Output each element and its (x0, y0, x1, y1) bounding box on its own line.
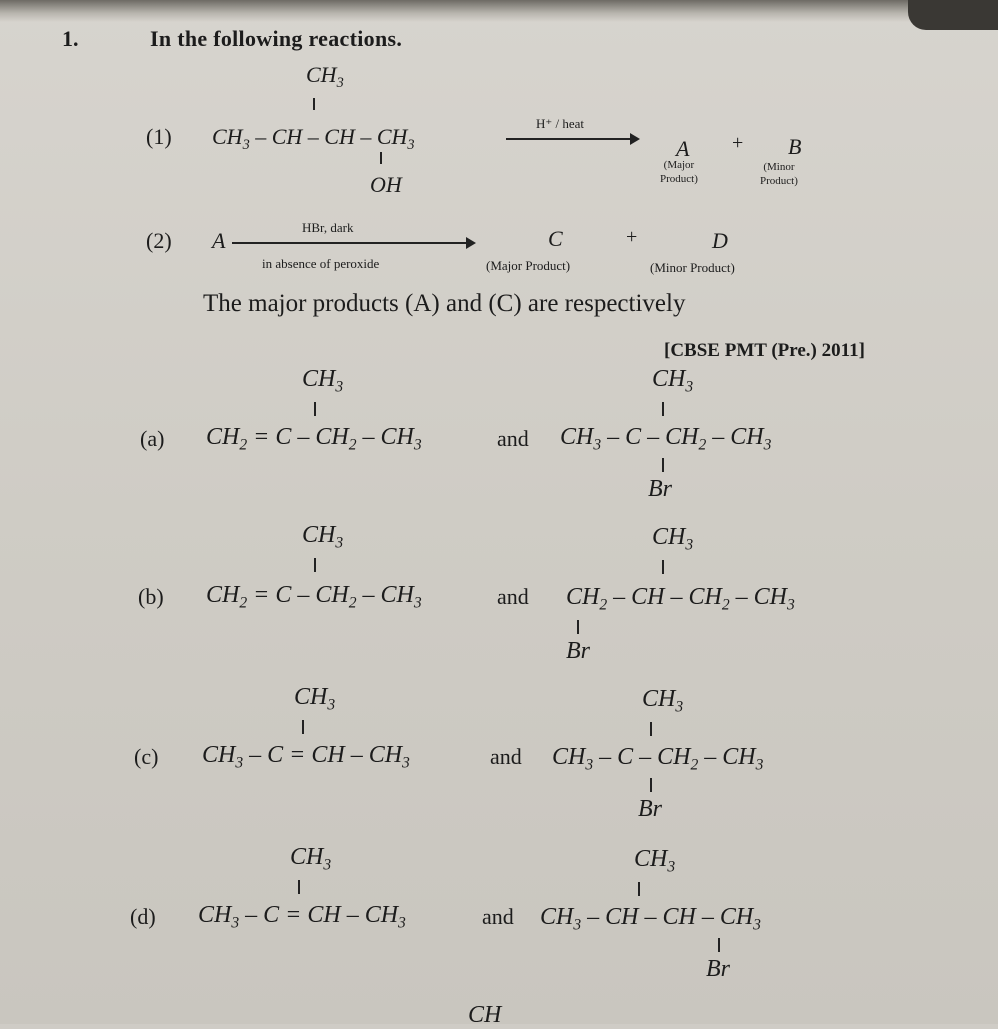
option-a-joiner: and (497, 426, 529, 451)
option-a-second-chain: $CH_3$ – C – $CH_2 - CH_3$ (560, 424, 772, 454)
option-a-second-top: $CH_3$ (652, 366, 694, 396)
reaction2-product-d-note: (Minor Product) (650, 260, 735, 275)
option-d-joiner: and (482, 904, 514, 929)
option-c-second-top: $CH_3$ (642, 686, 684, 716)
option-b-first-top: $CH_3$ (302, 522, 344, 552)
option-d-second-chain: $CH_3$ – CH – CH – $CH_3$ (540, 904, 761, 934)
reaction1-chain: $CH_3$ – CH – CH – $CH_3$ (212, 124, 415, 153)
option-a-first-chain: $CH_2 = C - CH_2 - CH_3$ (206, 424, 422, 454)
reaction2-plus: + (626, 226, 638, 248)
option-b-second-bottom-bond (577, 620, 579, 634)
option-b-second-top-bond (662, 560, 664, 574)
reaction2-product-c-note: (Major Product) (486, 258, 571, 273)
reaction1-bottom-bond (380, 152, 382, 164)
reaction1-top-group: $CH_3$ (306, 62, 344, 91)
reaction1-label: (1) (146, 124, 172, 149)
option-c-first-chain: $CH_3$ – C = CH – $CH_3$ (202, 742, 410, 772)
option-b-first-top-bond (314, 558, 316, 572)
option-b-second-chain: $CH_2$ – CH – $CH_2 - CH_3$ (566, 584, 795, 614)
reaction2-product-d: D (712, 228, 728, 253)
option-c-first-top: $CH_3$ (294, 684, 336, 714)
page-top-shadow (0, 0, 998, 22)
option-a-second-bottom: Br (648, 476, 672, 502)
option-d-first-top: $CH_3$ (290, 844, 332, 874)
option-b-label: (b) (138, 584, 164, 609)
reaction1-bottom-group: OH (370, 172, 402, 197)
option-b-second-top: $CH_3$ (652, 524, 694, 554)
reaction2-reagent-top: HBr, dark (302, 220, 354, 235)
option-d-second-bottom-bond (718, 938, 720, 952)
option-d-first-chain: $CH_3$ – C = CH – $CH_3$ (198, 902, 406, 932)
option-d-second-top: $CH_3$ (634, 846, 676, 876)
option-c-second-bottom: Br (638, 796, 662, 822)
reaction1-product-b: B (788, 134, 802, 159)
question-text: In the following reactions. (150, 26, 403, 51)
option-d-second-bottom: Br (706, 956, 730, 982)
option-b-joiner: and (497, 584, 529, 609)
option-d-first-top-bond (298, 880, 300, 894)
option-d-second-top-bond (638, 882, 640, 896)
option-b-first-chain: $CH_2 = C - CH_2 - CH_3$ (206, 582, 422, 612)
option-c-joiner: and (490, 744, 522, 769)
question-stem: The major products (A) and (C) are respectively (203, 290, 686, 317)
option-c-first-top-bond (302, 720, 304, 734)
reaction2-reagent-bottom: in absence of peroxide (262, 256, 380, 271)
book-corner (908, 0, 998, 30)
option-a-label: (a) (140, 426, 165, 451)
reaction2-arrow (232, 242, 474, 244)
reaction1-top-bond (313, 98, 315, 110)
option-b-second-bottom: Br (566, 638, 590, 664)
option-a-first-top-bond (314, 402, 316, 416)
option-c-second-chain: $CH_3$ – C – $CH_2 - CH_3$ (552, 744, 764, 774)
exam-source: [CBSE PMT (Pre.) 2011] (664, 340, 865, 361)
option-a-second-bottom-bond (662, 458, 664, 472)
option-a-first-top: $CH_3$ (302, 366, 344, 396)
option-a-second-top-bond (662, 402, 664, 416)
option-c-second-bottom-bond (650, 778, 652, 792)
reaction1-arrow (506, 138, 638, 140)
option-d-label: (d) (130, 904, 156, 929)
reaction1-product-b-note: (Minor Product) (760, 161, 798, 187)
reaction1-reagent: H⁺ / heat (536, 116, 585, 131)
question-number: 1. (62, 26, 79, 51)
reaction2-label: (2) (146, 228, 172, 253)
reaction1-product-a: A (676, 136, 690, 161)
reaction1-plus: + (732, 132, 744, 154)
reaction2-reactant: A (212, 228, 226, 253)
cutoff-text: CH (468, 1002, 502, 1028)
option-c-second-top-bond (650, 722, 652, 736)
option-c-label: (c) (134, 744, 159, 769)
reaction1-product-a-note: (Major Product) (660, 159, 698, 185)
reaction2-product-c: C (548, 226, 563, 251)
